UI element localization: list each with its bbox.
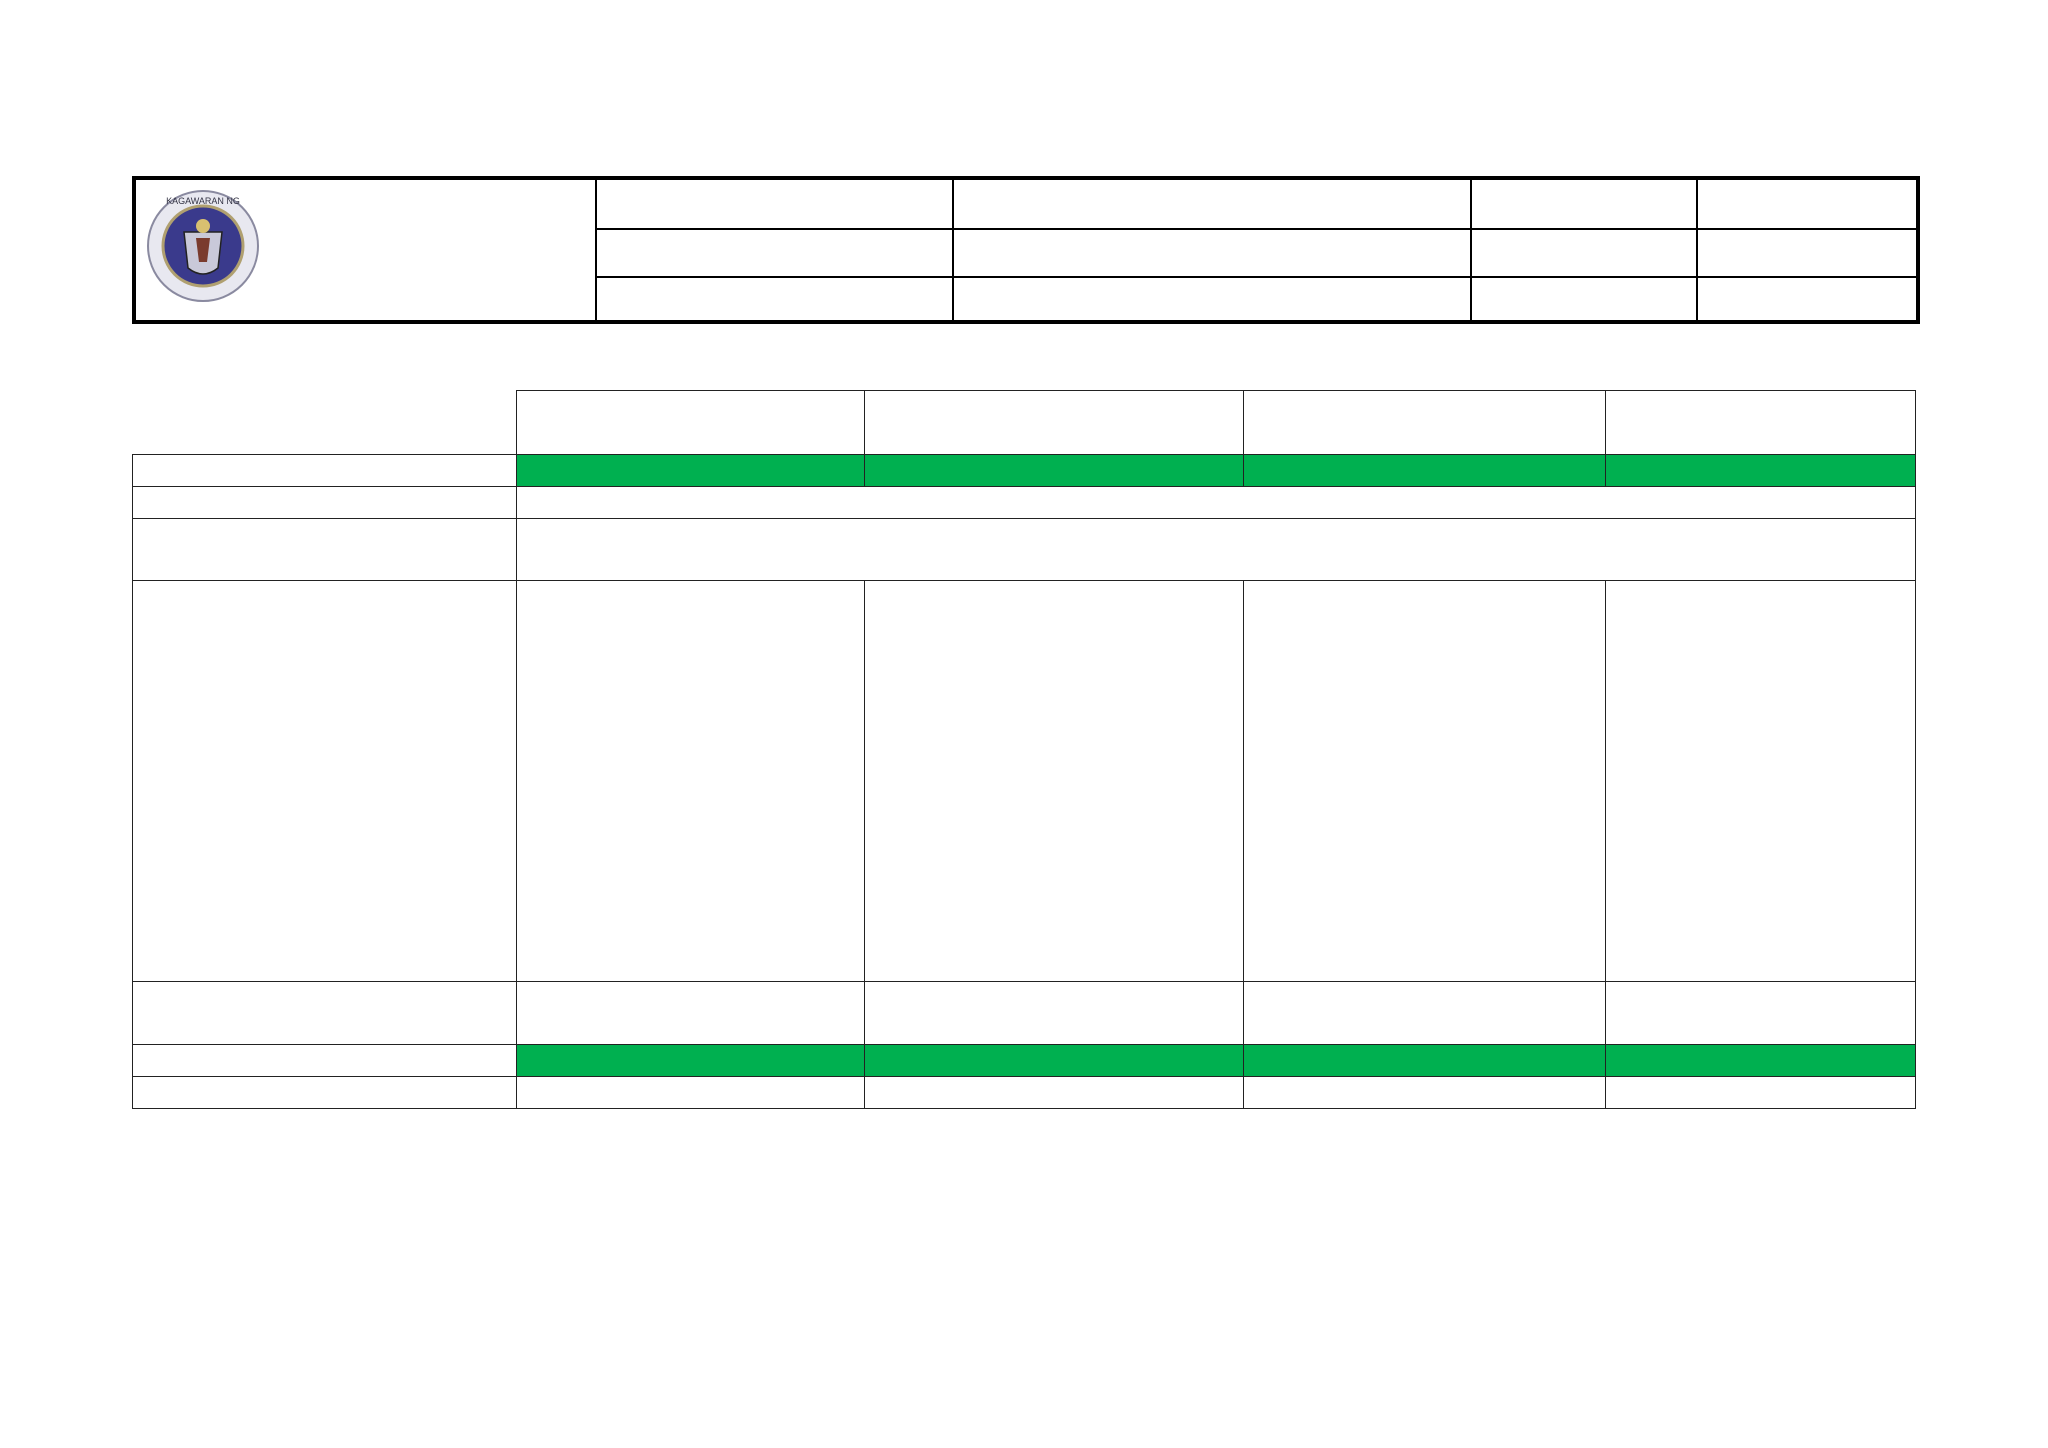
green-band <box>1605 1044 1916 1077</box>
performance-standards-label-cell <box>132 518 517 581</box>
green-band <box>864 1044 1244 1077</box>
thursday-competency-cell <box>1243 580 1606 982</box>
content-standards-label-cell <box>132 486 517 519</box>
svg-text:KAGAWARAN NG: KAGAWARAN NG <box>166 196 240 206</box>
empty-cell <box>1243 1076 1606 1109</box>
wednesday-content-cell <box>864 981 1244 1045</box>
day-header-thursday <box>1243 390 1606 455</box>
performance-standards-text-cell <box>516 518 1916 581</box>
deped-seal-logo <box>144 188 262 304</box>
objectives-heading-cell <box>132 454 517 487</box>
green-band <box>516 454 865 487</box>
day-header-friday <box>1605 390 1916 455</box>
learning-competencies-label-cell <box>132 580 517 982</box>
resources-heading-cell <box>132 1044 517 1077</box>
content-standards-text-cell <box>516 486 1916 519</box>
friday-competency-cell <box>1605 580 1916 982</box>
wednesday-competency-cell <box>864 580 1244 982</box>
tuesday-competency-cell <box>516 580 865 982</box>
day-header-wednesday <box>864 390 1244 455</box>
green-band <box>1605 454 1916 487</box>
green-band <box>1243 454 1606 487</box>
green-band <box>516 1044 865 1077</box>
empty-cell <box>1605 1076 1916 1109</box>
green-band <box>864 454 1244 487</box>
thursday-content-cell <box>1243 981 1606 1045</box>
references-label-cell <box>132 1076 517 1109</box>
green-band <box>1243 1044 1606 1077</box>
content-heading-cell <box>132 981 517 1045</box>
empty-cell <box>516 1076 865 1109</box>
header-table <box>132 176 1920 324</box>
day-header-tuesday <box>516 390 865 455</box>
friday-content-cell <box>1605 981 1916 1045</box>
empty-cell <box>864 1076 1244 1109</box>
tuesday-content-cell <box>516 981 865 1045</box>
